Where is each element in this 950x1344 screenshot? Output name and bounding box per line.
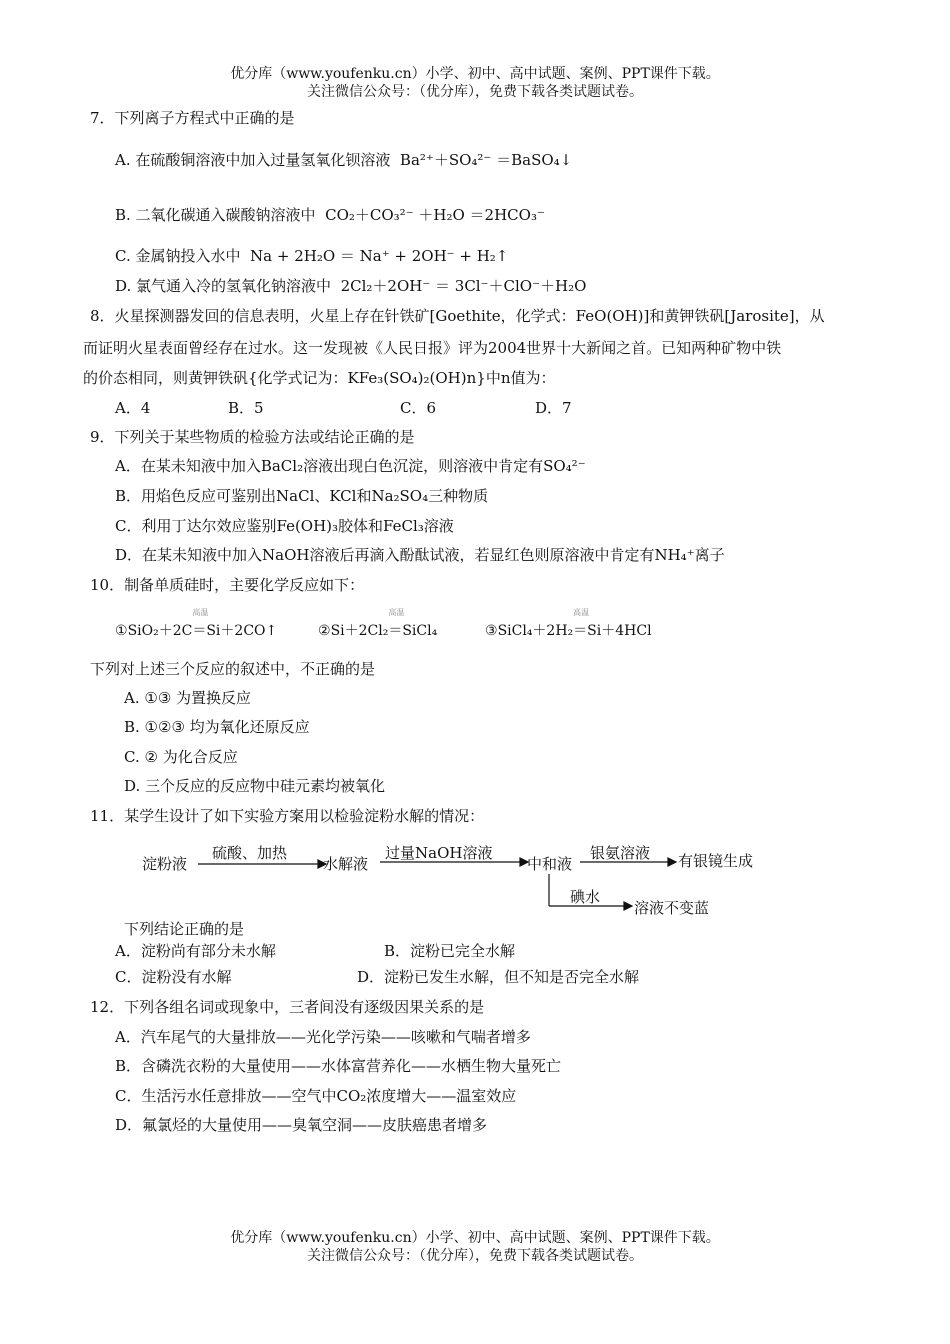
q8-option-a: A．4 (115, 399, 151, 417)
q12-option-c: C．生活污水任意排放——空气中CO₂浓度增大——温室效应 (115, 1087, 517, 1105)
flow-node-silver-mirror: 有银镜生成 (678, 852, 754, 870)
q10-r1-eq: ＝ (192, 623, 207, 639)
q10-r1-cond-label: 高温 (192, 608, 209, 617)
header-line-2: 关注微信公众号：（优分库），免费下载各类试题试卷。 (307, 84, 643, 100)
arrow-4-head (624, 902, 632, 910)
flow-label-sulfuric-heat: 硫酸、加热 (212, 844, 288, 862)
flow-label-iodine: 碘水 (570, 888, 601, 906)
q7-a-text: A. 在硫酸铜溶液中加入过量氢氧化钡溶液 (115, 151, 391, 169)
q11-stem: 11．某学生设计了如下实验方案用以检验淀粉水解的情况： (90, 807, 485, 825)
q7-b-text: B. 二氧化碳通入碳酸钠溶液中 (115, 206, 316, 224)
q12-stem: 12．下列各组名词或现象中，三者间没有逐级因果关系的是 (90, 998, 485, 1016)
q10-r1-num: ① (115, 623, 128, 639)
q10-option-c: C. ② 为化合反应 (124, 748, 238, 766)
q12-option-d: D．氟氯烃的大量使用——臭氧空洞——皮肤癌患者增多 (115, 1116, 488, 1134)
q11-option-a: A．淀粉尚有部分未水解 (115, 942, 276, 960)
q10-r2-left: Si＋2Cl₂ (330, 623, 389, 639)
q9-stem: 9．下列关于某些物质的检验方法或结论正确的是 (90, 428, 415, 446)
q7-d-text: D. 氯气通入冷的氢氧化钠溶液中 (115, 277, 332, 295)
q10-r2-eq: ＝ (388, 623, 403, 639)
footer-line-2: 关注微信公众号：（优分库），免费下载各类试题试卷。 (307, 1248, 643, 1264)
q10-r2-num: ② (318, 623, 331, 639)
q10-r3-left: SiCl₄＋2H₂ (497, 623, 574, 639)
q9-option-d: D．在某未知液中加入NaOH溶液后再滴入酚酞试液，若显红色则原溶液中肯定有NH₄⁺离子 (115, 546, 725, 564)
flow-node-hydrolysate: 水解液 (323, 855, 369, 873)
q9-option-b: B．用焰色反应可鉴别出NaCl、KCl和Na₂SO₄三种物质 (115, 487, 489, 505)
q8-line-1: 8．火星探测器发回的信息表明，火星上存在针铁矿[Goethite，化学式：FeO(OH)]和黄钾铁矾[Jarosite]，从 (90, 307, 825, 325)
q7-b-equation: CO₂＋CO₃²⁻ ＋H₂O ＝2HCO₃⁻ (325, 206, 545, 224)
q8-option-d: D．7 (535, 399, 572, 417)
q12-option-b: B．含磷洗衣粉的大量使用——水体富营养化——水栖生物大量死亡 (115, 1057, 562, 1075)
footer-line-1: 优分库（www.youfenku.cn）小学、初中、高中试题、案例、PPT课件下载。 (230, 1230, 720, 1246)
q10-r3-eq: ＝ (573, 623, 588, 639)
q10-r3-right: Si＋4HCl (587, 623, 652, 639)
q11-option-c: C．淀粉没有水解 (115, 968, 232, 986)
q8-option-c: C．6 (400, 399, 437, 417)
header-line-1: 优分库（www.youfenku.cn）小学、初中、高中试题、案例、PPT课件下载。 (230, 66, 720, 82)
q9-option-c: C．利用丁达尔效应鉴别Fe(OH)₃胶体和FeCl₃溶液 (115, 517, 454, 535)
q10-r1-right: Si＋2CO↑ (206, 623, 278, 639)
q10-option-a: A. ①③ 为置换反应 (124, 689, 252, 707)
q8-option-b: B．5 (228, 399, 264, 417)
flow-label-naoh: 过量NaOH溶液 (385, 844, 493, 862)
q12-option-a: A．汽车尾气的大量排放——光化学污染——咳嗽和气喘者增多 (115, 1028, 531, 1046)
q11-option-b: B．淀粉已完全水解 (384, 942, 516, 960)
q8-line-3: 的价态相同，则黄钾铁矾{化学式记为：KFe₃(SO₄)₂(OH)n}中n值为： (83, 369, 556, 387)
flow-node-not-blue: 溶液不变蓝 (634, 899, 710, 917)
q10-question: 下列对上述三个反应的叙述中，不正确的是 (90, 660, 376, 678)
q10-r2-cond-label: 高温 (388, 608, 405, 617)
q9-option-a: A．在某未知液中加入BaCl₂溶液出现白色沉淀，则溶液中肯定有SO₄²⁻ (115, 457, 586, 475)
arrow-3-head (668, 858, 676, 866)
flow-node-starch-solution: 淀粉液 (142, 855, 188, 873)
q10-option-b: B. ①②③ 均为氧化还原反应 (124, 718, 310, 736)
q10-r2-right: SiCl₄ (402, 623, 438, 639)
flow-label-silver-ammonia: 银氨溶液 (590, 844, 651, 862)
q7-d-equation: 2Cl₂＋2OH⁻ ＝ 3Cl⁻＋ClO⁻＋H₂O (340, 277, 587, 295)
q10-r3-cond-label: 高温 (573, 608, 590, 617)
q10-r3-num: ③ (485, 623, 498, 639)
q11-option-d: D．淀粉已发生水解，但不知是否完全水解 (357, 968, 640, 986)
q7-c-equation: Na + 2H₂O ＝ Na⁺ + 2OH⁻ + H₂↑ (250, 247, 509, 265)
q8-line-2: 而证明火星表面曾经存在过水。这一发现被《人民日报》评为2004世界十大新闻之首。已知两种矿物中铁 (83, 339, 782, 357)
q7-stem: 7．下列离子方程式中正确的是 (90, 109, 295, 127)
q11-question: 下列结论正确的是 (124, 920, 245, 938)
q7-c-text: C. 金属钠投入水中 (115, 247, 241, 265)
q10-stem: 10．制备单质硅时，主要化学反应如下： (90, 576, 365, 594)
q7-a-equation: Ba²⁺＋SO₄²⁻ ＝BaSO₄↓ (399, 151, 573, 169)
flow-node-neutralized: 中和液 (527, 855, 573, 873)
q10-option-d: D. 三个反应的反应物中硅元素均被氧化 (124, 777, 386, 795)
q10-r1-left: SiO₂＋2C (127, 623, 193, 639)
